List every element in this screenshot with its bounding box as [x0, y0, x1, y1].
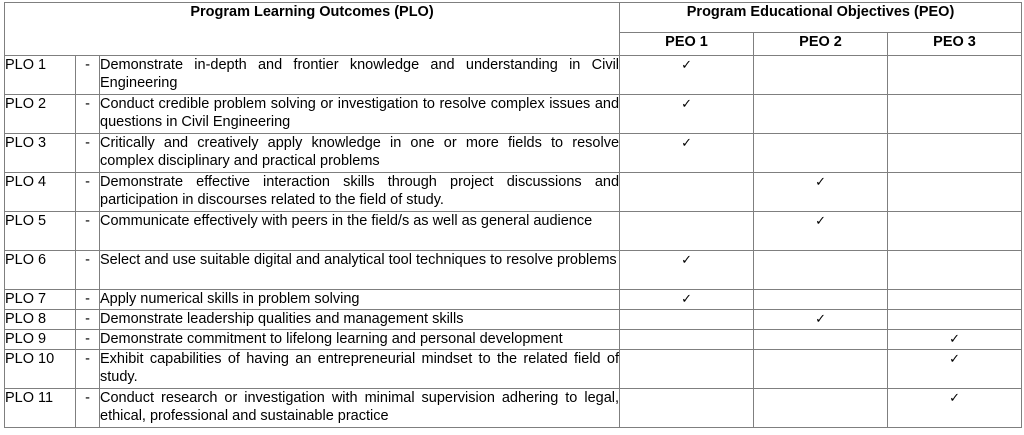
peo-2-cell — [754, 173, 888, 212]
check-mark-icon: ✓ — [681, 136, 692, 151]
table-row — [5, 350, 1022, 389]
plo-code: PLO 1 — [5, 56, 76, 95]
table-row — [5, 330, 1022, 350]
plo-code: PLO 9 — [5, 330, 76, 350]
peo-3-cell — [888, 173, 1022, 212]
check-mark-icon: ✓ — [949, 352, 960, 367]
peo-1-cell — [620, 56, 754, 95]
peo-2-cell — [754, 134, 888, 173]
plo-code: PLO 5 — [5, 212, 76, 251]
peo-1-cell — [620, 212, 754, 251]
row-dash: - — [76, 350, 100, 389]
peo-2-cell — [754, 290, 888, 310]
peo-1-cell — [620, 173, 754, 212]
plo-description: Conduct credible problem solving or investigation to resolve complex issues and questions in Civil Engineering — [100, 95, 620, 134]
plo-description: Critically and creatively apply knowledge in one or more fields to resolve complex disciplinary and practical problems — [100, 134, 620, 173]
plo-code: PLO 8 — [5, 310, 76, 330]
peo-1-cell — [620, 310, 754, 330]
row-dash: - — [76, 290, 100, 310]
peo-3-cell — [888, 389, 1022, 428]
peo-1-cell — [620, 350, 754, 389]
peo-1-cell — [620, 251, 754, 290]
peo-2-cell — [754, 350, 888, 389]
plo-description: Conduct research or investigation with minimal supervision adhering to legal, ethical, professional and sustainable practice — [100, 389, 620, 428]
plo-code: PLO 6 — [5, 251, 76, 290]
plo-description: Apply numerical skills in problem solving — [100, 290, 620, 310]
check-mark-icon: ✓ — [815, 214, 826, 229]
row-dash: - — [76, 389, 100, 428]
peo-1-cell — [620, 134, 754, 173]
check-mark-icon: ✓ — [949, 332, 960, 347]
table-row — [5, 389, 1022, 428]
plo-description: Select and use suitable digital and analytical tool techniques to resolve problems — [100, 251, 620, 290]
table-row — [5, 290, 1022, 310]
plo-code: PLO 10 — [5, 350, 76, 389]
plo-description: Demonstrate effective interaction skills through project discussions and participation in discourses related to the field of study. — [100, 173, 620, 212]
peo-1-column-header: PEO 1 — [620, 32, 754, 55]
plo-code: PLO 3 — [5, 134, 76, 173]
plo-description: Communicate effectively with peers in the field/s as well as general audience — [100, 212, 620, 251]
peo-2-cell — [754, 95, 888, 134]
peo-2-cell — [754, 389, 888, 428]
plo-description: Demonstrate commitment to lifelong learning and personal development — [100, 330, 620, 350]
table-row — [5, 212, 1022, 251]
peo-1-cell — [620, 330, 754, 350]
peo-3-cell — [888, 251, 1022, 290]
peo-2-cell — [754, 251, 888, 290]
peo-1-cell — [620, 95, 754, 134]
peo-3-cell — [888, 134, 1022, 173]
check-mark-icon: ✓ — [681, 97, 692, 112]
plo-peo-mapping-table — [4, 2, 1022, 428]
row-dash: - — [76, 95, 100, 134]
plo-code: PLO 7 — [5, 290, 76, 310]
peo-header: Program Educational Objectives (PEO) — [620, 3, 1022, 33]
peo-3-cell — [888, 290, 1022, 310]
peo-3-cell — [888, 350, 1022, 389]
peo-2-column-header: PEO 2 — [754, 32, 888, 55]
table-row — [5, 95, 1022, 134]
check-mark-icon: ✓ — [681, 253, 692, 268]
check-mark-icon: ✓ — [815, 175, 826, 190]
plo-code: PLO 11 — [5, 389, 76, 428]
row-dash: - — [76, 310, 100, 330]
table-row — [5, 173, 1022, 212]
row-dash: - — [76, 251, 100, 290]
peo-3-cell — [888, 95, 1022, 134]
peo-3-cell — [888, 330, 1022, 350]
row-dash: - — [76, 212, 100, 251]
check-mark-icon: ✓ — [815, 312, 826, 327]
plo-description: Demonstrate leadership qualities and management skills — [100, 310, 620, 330]
peo-3-cell — [888, 212, 1022, 251]
row-dash: - — [76, 56, 100, 95]
peo-2-cell — [754, 212, 888, 251]
table-row — [5, 56, 1022, 95]
check-mark-icon: ✓ — [681, 58, 692, 73]
row-dash: - — [76, 330, 100, 350]
plo-description: Demonstrate in-depth and frontier knowledge and understanding in Civil Engineering — [100, 56, 620, 95]
peo-1-cell — [620, 290, 754, 310]
peo-2-cell — [754, 56, 888, 95]
peo-1-cell — [620, 389, 754, 428]
peo-2-cell — [754, 330, 888, 350]
table-row — [5, 251, 1022, 290]
peo-3-column-header: PEO 3 — [888, 32, 1022, 55]
peo-3-cell — [888, 310, 1022, 330]
row-dash: - — [76, 173, 100, 212]
check-mark-icon: ✓ — [681, 292, 692, 307]
plo-code: PLO 2 — [5, 95, 76, 134]
check-mark-icon: ✓ — [949, 391, 960, 406]
table-body — [5, 56, 1022, 428]
plo-code: PLO 4 — [5, 173, 76, 212]
plo-header: Program Learning Outcomes (PLO) — [5, 3, 620, 56]
table-row — [5, 134, 1022, 173]
table-row — [5, 310, 1022, 330]
plo-description: Exhibit capabilities of having an entrepreneurial mindset to the related field of study. — [100, 350, 620, 389]
peo-2-cell — [754, 310, 888, 330]
peo-3-cell — [888, 56, 1022, 95]
row-dash: - — [76, 134, 100, 173]
